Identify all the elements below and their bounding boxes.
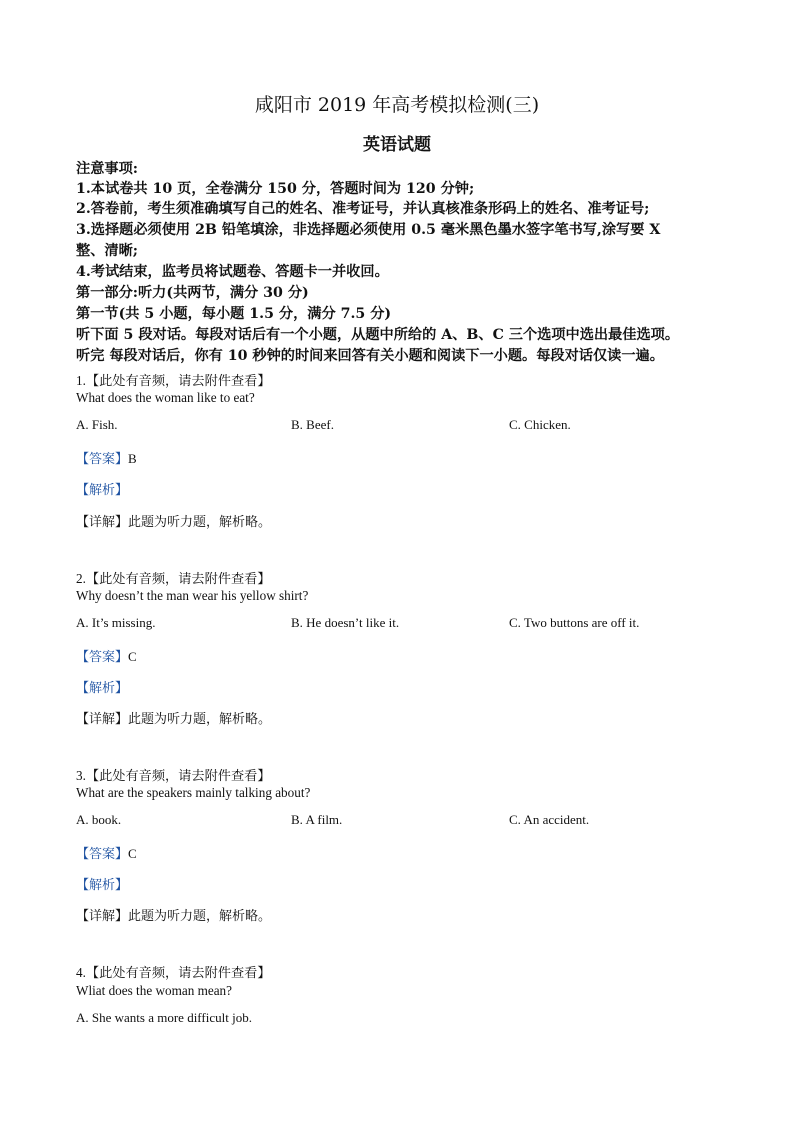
detail-text: 此题为听力题，解析略。: [128, 908, 272, 923]
option-a: A. book.: [76, 812, 122, 827]
detail-line: [76, 511, 271, 530]
option-a: A. It’s missing.: [76, 615, 156, 630]
analysis-tag: 【解析】: [76, 482, 129, 497]
question-text: What does the woman like to eat?: [76, 390, 255, 405]
answer-value: B: [128, 451, 137, 466]
option-c: C. An accident.: [509, 812, 590, 827]
answer-tag: 【答案】: [76, 451, 129, 466]
instruction-line: 听完 每段对话后，你有 10 秒钟的时间来回答有关小题和阅读下一小题。每段对话仅读一遍。: [76, 348, 664, 364]
question-text: What are the speakers mainly talking about?: [76, 785, 311, 800]
option-c: C. Chicken.: [509, 417, 571, 432]
note-line: 1.本试卷共 10 页，全卷满分 150 分，答题时间为 120 分钟;: [76, 181, 475, 197]
note-line: 3.选择题必须使用 2B 铅笔填涂，非选择题必须使用 0.5 毫米黑色墨水签字笔书写,涂写要 X: [76, 222, 661, 238]
option-a: A. She wants a more difficult job.: [76, 1010, 252, 1025]
note-heading: 注意事项:: [76, 161, 138, 177]
detail-tag: 【详解】: [76, 711, 129, 726]
answer-tag: 【答案】: [76, 649, 129, 664]
option-c: C. Two buttons are off it.: [509, 615, 640, 630]
question-text: Wliat does the woman mean?: [76, 983, 232, 998]
note-line: 2.答卷前，考生须准确填写自己的姓名、准考证号，并认真核准条形码上的姓名、准考证号;: [76, 201, 650, 217]
section-heading: 第一部分:听力(共两节，满分 30 分): [76, 285, 309, 301]
answer-value: C: [128, 649, 137, 664]
detail-tag: 【详解】: [76, 514, 129, 529]
note-line: 整、清晰;: [76, 243, 138, 259]
section-subheading: 第一节(共 5 小题，每小题 1.5 分，满分 7.5 分): [76, 306, 392, 322]
detail-tag: 【详解】: [76, 908, 129, 923]
answer-value: C: [128, 846, 137, 861]
analysis-line: [76, 677, 128, 696]
analysis-tag: 【解析】: [76, 877, 129, 892]
page-title: 咸阳市 2019 年高考模拟检测(三): [254, 94, 540, 116]
question-heading: 2.【此处有音频，请去附件查看】: [76, 571, 271, 586]
question-heading: 3.【此处有音频，请去附件查看】: [76, 768, 271, 783]
note-line: 4.考试结束，监考员将试题卷、答题卡一并收回。: [76, 264, 389, 280]
option-b: B. A film.: [291, 812, 343, 827]
question-heading: 4.【此处有音频，请去附件查看】: [76, 965, 271, 980]
detail-line: [76, 708, 271, 727]
answer-line: [76, 646, 137, 665]
detail-text: 此题为听力题，解析略。: [128, 711, 272, 726]
detail-line: [76, 905, 271, 924]
question-heading: 1.【此处有音频，请去附件查看】: [76, 373, 271, 388]
answer-line: [76, 843, 137, 862]
option-b: B. Beef.: [291, 417, 334, 432]
question-text: Why doesn’t the man wear his yellow shirt?: [76, 588, 309, 603]
option-b: B. He doesn’t like it.: [291, 615, 400, 630]
analysis-line: [76, 874, 128, 893]
detail-text: 此题为听力题，解析略。: [128, 514, 272, 529]
page-subtitle: 英语试题: [363, 135, 431, 155]
answer-tag: 【答案】: [76, 846, 129, 861]
answer-line: [76, 448, 137, 467]
option-a: A. Fish.: [76, 417, 118, 432]
instruction-line: 听下面 5 段对话。每段对话后有一个小题，从题中所给的 A、B、C 三个选项中选出最佳选项。: [76, 327, 680, 343]
analysis-line: [76, 479, 128, 498]
analysis-tag: 【解析】: [76, 680, 129, 695]
